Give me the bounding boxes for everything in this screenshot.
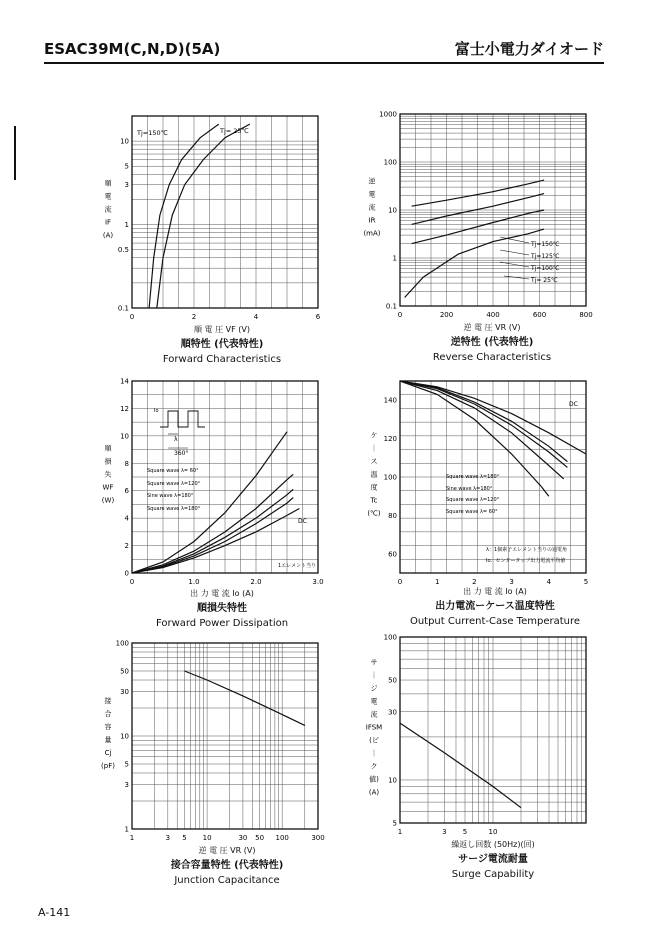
part-number: ESAC39M(C,N,D)(5A) — [44, 40, 221, 58]
capacitance-x-tick-label: 30 — [238, 834, 248, 842]
capacitance-y-tick-label: 1 — [124, 825, 129, 834]
surge-y-tick-label: 30 — [388, 708, 397, 717]
reverse-x-tick-label: 600 — [532, 311, 547, 319]
power-label-per-element: 1エレメント当り — [278, 563, 317, 569]
forward-y-tick-label: 5 — [124, 162, 129, 171]
reverse-y-axis-label: (mA) — [363, 229, 381, 238]
forward-y-tick-label: 1 — [124, 221, 129, 230]
surge-xlabel: 繰返し回数 (50Hz)(回) — [451, 840, 535, 849]
surge-x-tick-label: 3 — [442, 828, 447, 836]
reverse-caption — [362, 320, 622, 365]
reverse-x-tick-label: 0 — [397, 311, 403, 319]
capacitance-y-tick-label: 30 — [120, 688, 129, 697]
capacitance-y-tick-label: 50 — [120, 667, 129, 676]
power-y-axis-label: 順 — [104, 444, 112, 453]
casetemp-caption — [365, 584, 625, 629]
forward-x-tick-label: 0 — [129, 313, 135, 321]
casetemp-y-axis-label: Tc — [370, 496, 378, 505]
casetemp-note-io: Io：センタータップ出力電流平均値 — [486, 558, 566, 564]
power-y-axis-label: 損 — [104, 457, 112, 466]
reverse-y-tick-label: 100 — [383, 158, 397, 167]
casetemp-y-axis-label: (℃) — [367, 509, 381, 518]
casetemp-title-jp: 出力電流ーケース温度特性 — [435, 601, 555, 612]
capacitance-title-en: Junction Capacitance — [174, 875, 280, 886]
capacitance-x-tick-label: 300 — [311, 834, 325, 842]
capacitance-y-axis-label: 容 — [104, 723, 112, 731]
casetemp-label-sq60: Square wave λ= 60° — [446, 509, 498, 515]
power-x-tick-label: 2.0 — [250, 578, 262, 586]
reverse-y-axis-label: IR — [368, 216, 376, 225]
page-number: A-141 — [38, 906, 71, 919]
power-y-tick-label: 14 — [120, 377, 129, 386]
surge-y-tick-label: 10 — [388, 776, 397, 785]
power-inset-io: Io — [154, 408, 159, 414]
reverse-label-tj150: Tj=150℃ — [531, 241, 560, 248]
power-inset-lambda: λ — [174, 436, 178, 443]
forward-x-tick-label: 2 — [191, 313, 197, 321]
reverse-y-tick-label: 1 — [392, 254, 397, 263]
casetemp-x-tick-label: 0 — [397, 578, 403, 586]
forward-y-axis-label: IF — [104, 218, 112, 227]
casetemp-x-tick-label: 3 — [509, 578, 514, 586]
casetemp-note-lambda: λ：1個素子エレメント当りの通電角 — [486, 547, 567, 553]
casetemp-y-tick-label: 80 — [388, 511, 397, 520]
forward-label-tj150: Tj=150℃ — [137, 129, 168, 137]
surge-y-tick-label: 50 — [388, 676, 397, 685]
surge-title-jp: サージ電流耐量 — [458, 854, 528, 865]
surge-y-axis-label: 流 — [370, 710, 378, 719]
capacitance-y-tick-label: 100 — [115, 639, 129, 648]
forward-y-axis-label: 電 — [104, 192, 112, 201]
product-category: 富士小電力ダイオード — [454, 40, 604, 58]
power-y-axis-label: (W) — [101, 496, 115, 505]
power-inset-waveform — [160, 411, 205, 427]
power-x-tick-label: 3.0 — [312, 578, 324, 586]
surge-y-axis-label: ク — [370, 762, 378, 771]
capacitance-x-tick-label: 10 — [202, 834, 212, 842]
reverse-xlabel: 逆 電 圧 VR (V) — [463, 323, 521, 332]
power-label-dc: DC — [298, 518, 307, 525]
casetemp-title-en: Output Current-Case Temperature — [409, 616, 581, 627]
power-x-tick-label: 0 — [129, 578, 135, 586]
reverse-y-axis-label: 流 — [368, 203, 376, 212]
power-label-sq180: Square wave λ=180° — [147, 506, 201, 512]
capacitance-x-tick-label: 100 — [275, 834, 289, 842]
surge-y-axis-label: (ピ — [369, 736, 379, 745]
capacitance-y-axis-label: (pF) — [101, 762, 115, 770]
reverse-label-tj100: Tj=100℃ — [531, 265, 560, 272]
capacitance-y-axis-label: 接 — [104, 697, 112, 705]
casetemp-y-tick-label: 140 — [383, 396, 397, 405]
power-y-tick-label: 8 — [124, 459, 129, 468]
casetemp-x-tick-label: 5 — [583, 578, 589, 586]
capacitance-series-curve — [185, 671, 305, 725]
reverse-title-jp: 逆特性 (代表特性) — [450, 337, 534, 348]
reverse-x-tick-label: 800 — [579, 311, 593, 319]
forward-y-tick-label: 0.1 — [117, 304, 129, 313]
power-x-tick-label: 1.0 — [188, 578, 200, 586]
casetemp-x-tick-label: 1 — [434, 578, 440, 586]
reverse-x-tick-label: 200 — [439, 311, 454, 319]
casetemp-label-sine180: Sine wave λ=180° — [446, 486, 493, 492]
surge-y-axis-label: 値) — [369, 775, 379, 784]
casetemp-label-sq120: Square wave λ=120° — [446, 497, 500, 503]
reverse-leader-line — [504, 276, 529, 279]
casetemp-y-axis-label: ス — [370, 457, 378, 466]
casetemp-xlabel: 出 力 電 流 Io (A) — [463, 587, 527, 596]
casetemp-x-tick-label: 2 — [472, 578, 477, 586]
reverse-y-axis-label: 電 — [368, 190, 376, 199]
capacitance-y-tick-label: 10 — [120, 732, 129, 741]
capacitance-y-axis-label: 量 — [104, 736, 112, 744]
forward-caption — [92, 322, 352, 367]
surge-x-tick-label: 5 — [462, 828, 468, 836]
capacitance-caption — [97, 843, 357, 888]
capacitance-y-tick-label: 5 — [124, 760, 129, 769]
reverse-label-tj25: Tj= 25℃ — [531, 277, 558, 284]
power-y-tick-label: 12 — [120, 404, 129, 413]
capacitance-y-axis-label: 合 — [104, 710, 112, 718]
casetemp-series-curve — [400, 381, 567, 467]
capacitance-x-tick-label: 5 — [182, 834, 187, 842]
power-caption — [92, 586, 352, 631]
forward-y-axis-label: (A) — [102, 231, 114, 240]
capacitance-x-tick-label: 3 — [165, 834, 171, 842]
casetemp-label-dc: DC — [569, 401, 578, 408]
power-title-jp: 順損失特性 — [197, 603, 247, 614]
forward-series-curve — [157, 124, 250, 308]
forward-xlabel: 順 電 圧 VF (V) — [194, 325, 250, 334]
surge-y-axis-label: ｜ — [370, 749, 378, 758]
power-y-axis-label: 失 — [104, 470, 112, 479]
capacitance-title-jp: 接合容量特性 (代表特性) — [170, 860, 284, 871]
power-y-tick-label: 0 — [124, 569, 129, 578]
casetemp-y-axis-label: ケ — [370, 431, 378, 440]
forward-y-axis-label: 順 — [104, 179, 112, 188]
capacitance-y-axis-label: Cj — [104, 749, 112, 757]
power-y-tick-label: 4 — [124, 514, 129, 523]
surge-y-axis-label: IFSM — [365, 723, 383, 732]
power-y-tick-label: 6 — [124, 487, 129, 496]
capacitance-x-tick-label: 50 — [255, 834, 265, 842]
forward-y-tick-label: 10 — [120, 137, 129, 146]
forward-title-en: Forward Characteristics — [162, 354, 282, 365]
power-label-sq60: Square wave λ= 60° — [147, 468, 199, 474]
power-y-tick-label: 2 — [124, 542, 129, 551]
casetemp-y-tick-label: 60 — [388, 550, 397, 559]
reverse-x-tick-label: 400 — [486, 311, 500, 319]
reverse-series-curve — [405, 229, 544, 297]
reverse-leader-line — [500, 250, 529, 255]
reverse-title-en: Reverse Characteristics — [432, 352, 552, 363]
surge-x-tick-label: 10 — [488, 828, 498, 836]
power-xlabel: 出 力 電 流 Io (A) — [190, 589, 254, 598]
surge-y-axis-label: (A) — [368, 788, 380, 797]
surge-y-axis-label: ジ — [370, 684, 378, 693]
casetemp-y-tick-label: 100 — [383, 473, 397, 482]
casetemp-x-tick-label: 4 — [546, 578, 552, 586]
surge-y-tick-label: 100 — [383, 633, 397, 642]
casetemp-label-sq180: Square wave λ=180° — [446, 474, 500, 480]
capacitance-xlabel: 逆 電 圧 VR (V) — [198, 846, 256, 855]
casetemp-y-tick-label: 120 — [383, 435, 397, 444]
reverse-y-tick-label: 10 — [388, 206, 397, 215]
casetemp-series-curve — [400, 381, 564, 479]
power-inset-360: 360° — [174, 450, 189, 457]
forward-y-tick-label: 0.5 — [117, 246, 129, 255]
capacitance-x-tick-label: 1 — [129, 834, 135, 842]
forward-label-tj25: Tj= 25℃ — [220, 127, 249, 135]
power-label-sine180: Sine wave λ=180° — [147, 493, 194, 499]
power-y-tick-label: 10 — [120, 432, 129, 441]
surge-series-curve — [400, 723, 521, 808]
power-series-curve — [132, 489, 293, 573]
reverse-y-axis-label: 逆 — [368, 177, 376, 186]
forward-y-tick-label: 3 — [124, 181, 129, 190]
power-title-en: Forward Power Dissipation — [155, 618, 289, 629]
casetemp-y-axis-label: 温 — [370, 470, 378, 479]
reverse-y-tick-label: 1000 — [379, 110, 397, 119]
surge-y-axis-label: ｜ — [370, 671, 378, 680]
capacitance-y-tick-label: 3 — [124, 781, 129, 790]
reverse-y-tick-label: 0.1 — [385, 302, 397, 311]
surge-title-en: Surge Capability — [451, 869, 535, 880]
reverse-leader-line — [500, 237, 529, 243]
forward-series-curve — [149, 124, 219, 308]
forward-y-axis-label: 流 — [104, 205, 112, 214]
forward-title-jp: 順特性 (代表特性) — [180, 339, 264, 350]
surge-y-tick-label: 5 — [392, 819, 397, 828]
power-y-axis-label: WF — [102, 483, 114, 492]
forward-x-tick-label: 6 — [315, 313, 321, 321]
surge-x-tick-label: 1 — [397, 828, 403, 836]
surge-y-axis-label: 電 — [370, 697, 378, 706]
power-label-sq120: Square wave λ=120° — [147, 481, 201, 487]
casetemp-y-axis-label: ｜ — [370, 444, 378, 453]
casetemp-y-axis-label: 度 — [370, 483, 378, 492]
surge-y-axis-label: サ — [370, 658, 378, 667]
reverse-label-tj125: Tj=125℃ — [531, 253, 560, 260]
forward-x-tick-label: 4 — [253, 313, 259, 321]
surge-caption — [363, 837, 623, 882]
